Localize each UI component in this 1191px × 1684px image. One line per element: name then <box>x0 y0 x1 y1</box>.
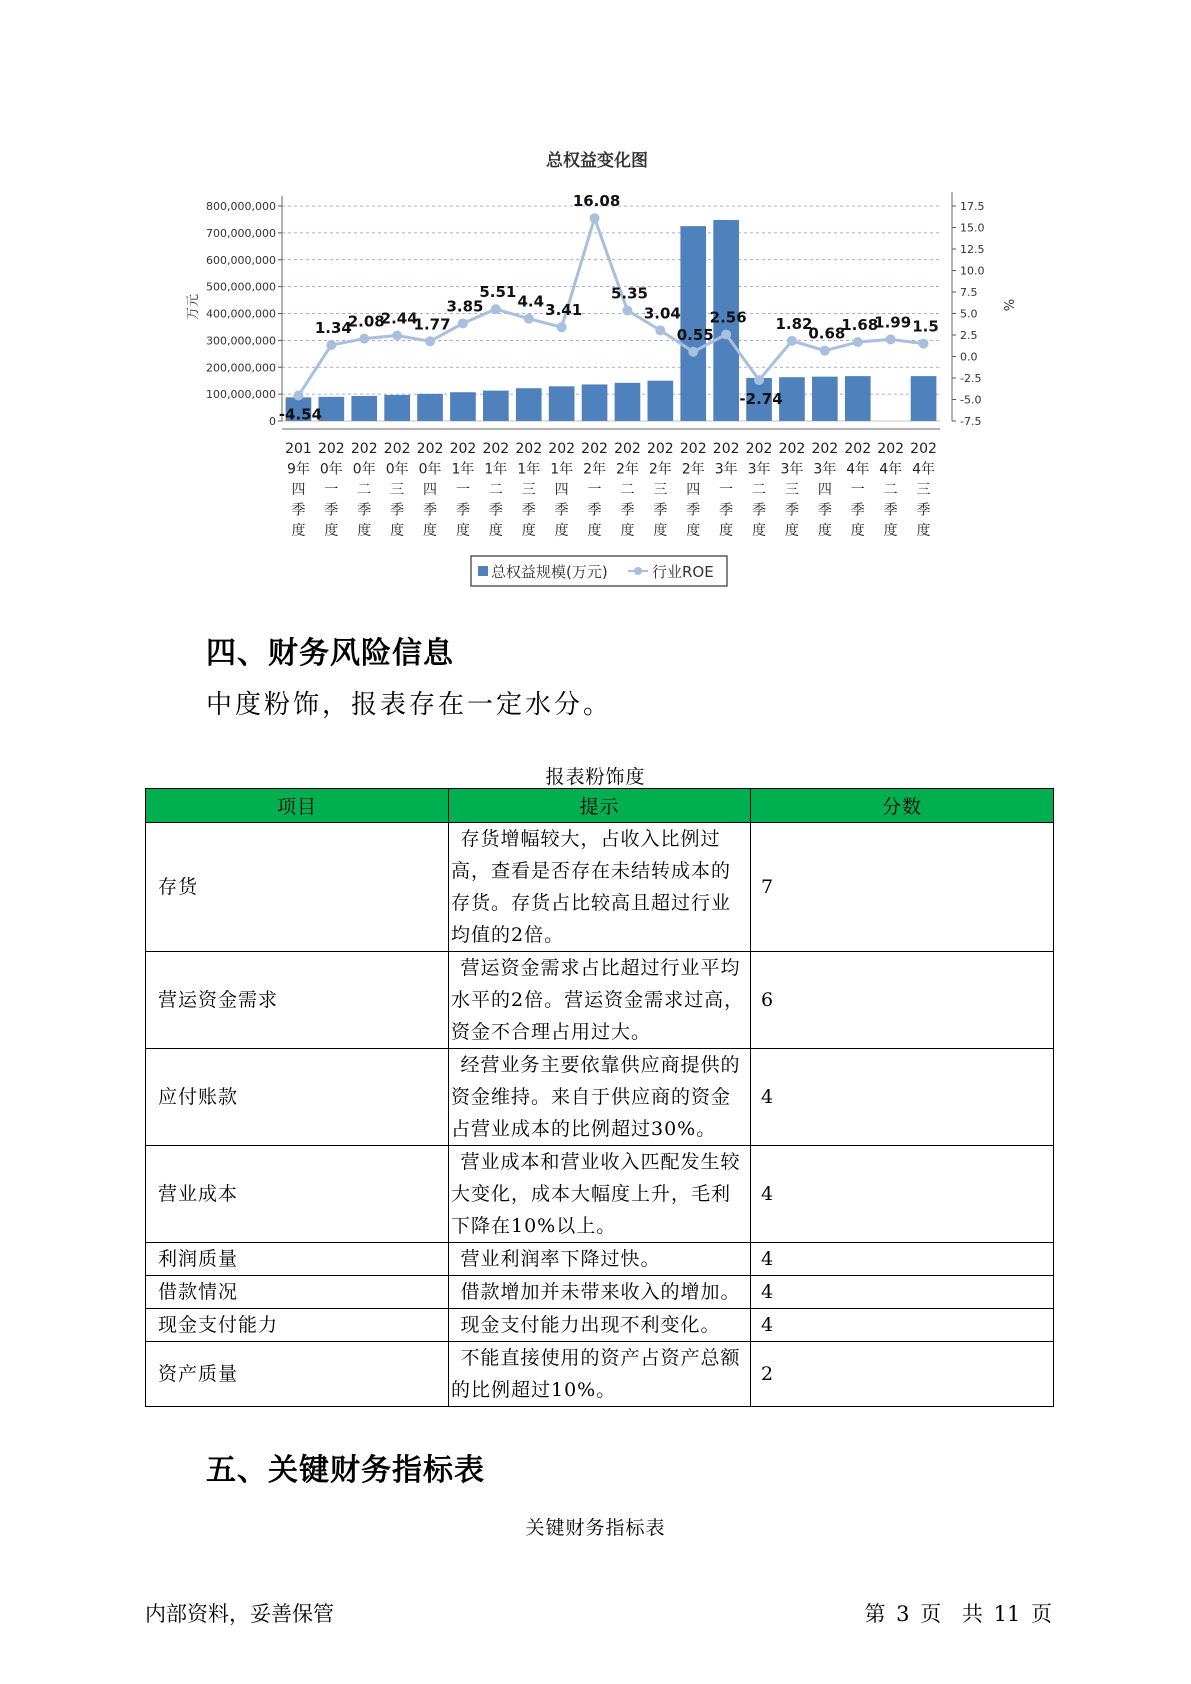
roe-point <box>721 329 731 339</box>
x-tick-line: 202 <box>910 441 937 457</box>
x-tick-line: 四 <box>291 482 306 498</box>
row-item: 营运资金需求 <box>146 952 449 1049</box>
row-hint: 不能直接使用的资产占资产总额的比例超过10%。 <box>449 1342 751 1407</box>
roe-point <box>491 304 501 314</box>
left-tick-label: 600,000,000 <box>206 253 276 267</box>
bar <box>549 386 575 421</box>
roe-line <box>298 218 923 395</box>
x-tick-line: 四 <box>686 482 701 498</box>
x-tick-line: 1年 <box>550 461 574 478</box>
x-tick-line: 度 <box>883 523 898 539</box>
row-item: 借款情况 <box>146 1276 449 1309</box>
x-tick-line: 1年 <box>451 461 475 478</box>
roe-data-label: 2.44 <box>380 309 418 328</box>
x-tick-line: 季 <box>357 502 372 519</box>
x-tick-line: 度 <box>423 523 438 539</box>
table-row <box>146 1243 1054 1276</box>
right-tick-label: 12.5 <box>960 243 985 256</box>
row-hint: 现金支付能力出现不利变化。 <box>449 1309 751 1342</box>
x-tick-line: 一 <box>850 482 865 498</box>
x-tick-line: 四 <box>554 482 569 498</box>
x-tick-line: 季 <box>488 502 503 519</box>
row-hint: 营业利润率下降过快。 <box>449 1243 751 1276</box>
table-row <box>146 823 1054 952</box>
row-score: 4 <box>751 1309 1054 1342</box>
row-hint: 借款增加并未带来收入的增加。 <box>449 1276 751 1309</box>
roe-data-label: 1.34 <box>314 318 352 337</box>
bar <box>911 376 937 421</box>
roe-point <box>820 346 830 356</box>
roe-data-label: 1.77 <box>413 315 451 334</box>
x-tick-line: 三 <box>390 482 405 498</box>
kpi-section-heading: 五、关键财务指标表 <box>206 1453 485 1488</box>
row-hint: 营业成本和营业收入匹配发生较大变化，成本大幅度上升，毛利下降在10%以上。 <box>449 1146 751 1243</box>
roe-point <box>787 336 797 346</box>
x-tick-label <box>877 441 904 539</box>
x-tick-label <box>351 441 378 539</box>
legend-bar-swatch <box>478 566 488 576</box>
row-score: 2 <box>751 1342 1054 1407</box>
x-tick-label <box>515 441 542 539</box>
x-tick-line: 度 <box>817 523 832 539</box>
x-tick-line: 度 <box>752 523 767 539</box>
x-tick-line: 1年 <box>517 461 541 478</box>
x-tick-line: 202 <box>679 441 707 457</box>
x-tick-line: 一 <box>719 482 734 498</box>
x-tick-line: 度 <box>784 523 799 539</box>
x-tick-line: 度 <box>291 523 306 539</box>
right-tick-label: 17.5 <box>960 200 985 213</box>
x-tick-line: 3年 <box>813 461 837 478</box>
x-tick-line: 季 <box>423 502 438 519</box>
risk-table-caption: 报表粉饰度 <box>545 766 646 788</box>
kpi-table-caption: 关键财务指标表 <box>525 1517 666 1539</box>
x-tick-label <box>581 441 608 539</box>
x-axis-tick-labels <box>285 441 937 539</box>
roe-point <box>655 325 665 335</box>
roe-point <box>359 334 369 344</box>
x-tick-line: 202 <box>317 441 345 457</box>
bar <box>845 376 871 421</box>
right-tick-label: -7.5 <box>960 415 982 428</box>
roe-point <box>590 213 600 223</box>
bar <box>483 391 509 421</box>
x-tick-line: 季 <box>554 502 569 519</box>
x-tick-line: 3年 <box>714 461 738 478</box>
left-axis-label: 万元 <box>186 293 201 321</box>
row-score: 4 <box>751 1146 1054 1243</box>
roe-data-label: 4.4 <box>517 292 545 311</box>
x-tick-label <box>779 441 806 539</box>
x-tick-line: 季 <box>752 502 767 519</box>
header-item: 项目 <box>146 789 449 823</box>
x-tick-line: 季 <box>620 502 635 519</box>
x-tick-label <box>680 441 707 539</box>
x-tick-label <box>548 441 575 539</box>
right-tick-label: -2.5 <box>960 372 982 385</box>
table-row <box>146 1049 1054 1146</box>
x-tick-line: 0年 <box>418 461 442 478</box>
row-item: 资产质量 <box>146 1342 449 1407</box>
table-row <box>146 1309 1054 1342</box>
x-tick-label <box>384 441 411 539</box>
x-tick-line: 季 <box>521 502 536 519</box>
page-prefix: 第 <box>864 1602 886 1626</box>
roe-point <box>886 334 896 344</box>
x-tick-label <box>844 441 871 539</box>
row-hint: 营运资金需求占比超过行业平均水平的2倍。营运资金需求过高，资金不合理占用过大。 <box>449 952 751 1049</box>
right-tick-label: 10.0 <box>960 264 985 278</box>
bar <box>779 377 805 421</box>
x-tick-line: 0年 <box>352 461 376 478</box>
footer-page-info <box>860 1598 1052 1628</box>
row-score: 6 <box>751 952 1054 1049</box>
legend-bar-label: 总权益规模(万元) <box>491 563 608 581</box>
x-tick-label <box>746 441 773 539</box>
risk-table-header <box>146 789 1054 823</box>
x-tick-line: 度 <box>719 523 734 539</box>
x-tick-line: 202 <box>811 441 839 457</box>
bar <box>516 388 542 421</box>
roe-data-label: 1.5 <box>912 317 939 336</box>
roe-data-label: 0.55 <box>676 325 714 344</box>
x-tick-line: 度 <box>850 523 865 539</box>
row-item: 营业成本 <box>146 1146 449 1243</box>
x-tick-line: 202 <box>877 441 905 457</box>
x-tick-line: 季 <box>686 502 701 519</box>
roe-point <box>919 339 929 349</box>
x-tick-line: 度 <box>686 523 701 539</box>
x-tick-line: 202 <box>548 441 576 457</box>
x-tick-label <box>482 441 509 539</box>
roe-data-label: 3.04 <box>643 304 681 323</box>
right-tick-label: 15.0 <box>960 221 985 235</box>
right-axis-label: % <box>1000 298 1015 312</box>
x-tick-line: 0年 <box>319 461 343 478</box>
roe-point <box>524 314 534 324</box>
row-item: 现金支付能力 <box>146 1309 449 1342</box>
header-score: 分数 <box>751 789 1054 823</box>
left-tick-label: 400,000,000 <box>206 307 276 321</box>
total-prefix: 共 <box>961 1602 983 1626</box>
table-row <box>146 1342 1054 1407</box>
x-tick-line: 202 <box>745 441 773 457</box>
roe-point <box>326 340 336 350</box>
roe-data-label: 2.08 <box>347 312 385 331</box>
roe-data-label: 1.99 <box>874 313 912 332</box>
x-tick-line: 季 <box>916 502 931 519</box>
x-tick-line: 季 <box>817 502 832 519</box>
row-hint: 存货增幅较大，占收入比例过高，查看是否存在未结转成本的存货。存货占比较高且超过行业均值的2倍。 <box>449 823 751 952</box>
x-tick-line: 一 <box>324 482 339 498</box>
x-tick-label <box>614 441 641 539</box>
x-tick-line: 202 <box>712 441 740 457</box>
total-suffix: 页 <box>1031 1602 1052 1626</box>
x-tick-label <box>285 441 312 539</box>
x-tick-label <box>450 441 477 539</box>
roe-point <box>688 347 698 357</box>
bar <box>615 383 641 421</box>
total-number: 11 <box>993 1602 1021 1626</box>
roe-data-labels <box>279 192 939 423</box>
page-number: 3 <box>896 1602 910 1626</box>
x-tick-line: 202 <box>646 441 674 457</box>
x-tick-line: 202 <box>449 441 477 457</box>
x-tick-line: 4年 <box>879 461 903 478</box>
x-tick-line: 0年 <box>385 461 409 478</box>
roe-point <box>458 318 468 328</box>
left-tick-label: 200,000,000 <box>206 361 276 375</box>
x-tick-line: 202 <box>614 441 641 457</box>
right-tick-label: 5.0 <box>960 307 978 321</box>
bar <box>680 226 706 421</box>
bar <box>450 392 476 421</box>
x-tick-label <box>318 441 345 539</box>
chart-title: 总权益变化图 <box>546 151 648 171</box>
x-tick-label <box>713 441 740 539</box>
x-tick-line: 度 <box>521 523 536 539</box>
bar <box>351 396 377 421</box>
roe-data-label: 3.41 <box>545 301 583 320</box>
page-suffix: 页 <box>920 1602 942 1626</box>
row-score: 4 <box>751 1276 1054 1309</box>
x-tick-line: 2年 <box>648 461 672 478</box>
x-tick-line: 4年 <box>846 461 870 478</box>
x-tick-line: 季 <box>883 502 898 519</box>
roe-data-label: 1.68 <box>841 316 879 335</box>
x-tick-line: 3年 <box>780 461 804 478</box>
x-tick-label <box>417 441 444 539</box>
x-tick-label <box>647 441 674 539</box>
bar <box>319 397 345 421</box>
left-tick-label: 100,000,000 <box>206 388 276 402</box>
row-score: 4 <box>751 1049 1054 1146</box>
x-tick-line: 2年 <box>583 461 607 478</box>
x-tick-line: 季 <box>784 502 799 519</box>
roe-point <box>622 305 632 315</box>
risk-section-heading: 四、财务风险信息 <box>206 636 454 671</box>
x-tick-line: 三 <box>916 482 931 498</box>
x-tick-line: 202 <box>581 441 608 457</box>
risk-table <box>145 788 1054 1407</box>
x-tick-line: 度 <box>916 523 931 539</box>
x-tick-line: 1年 <box>484 461 508 478</box>
x-tick-line: 四 <box>423 482 438 498</box>
x-tick-line: 度 <box>455 523 470 539</box>
roe-point <box>293 391 303 401</box>
x-tick-line: 四 <box>817 482 832 498</box>
roe-data-label: 5.35 <box>610 284 648 303</box>
roe-data-label: 16.08 <box>572 192 621 211</box>
x-tick-line: 2年 <box>615 461 639 478</box>
x-tick-line: 202 <box>350 441 378 457</box>
x-tick-line: 季 <box>719 502 734 519</box>
roe-data-label: 1.82 <box>775 314 813 333</box>
x-tick-line: 度 <box>324 523 339 539</box>
roe-data-label: -4.54 <box>278 405 323 424</box>
left-tick-label: 300,000,000 <box>206 334 276 348</box>
chart-legend <box>471 556 727 586</box>
x-tick-line: 度 <box>488 523 503 539</box>
row-item: 存货 <box>146 823 449 952</box>
x-tick-line: 202 <box>383 441 411 457</box>
legend-line-label: 行业ROE <box>652 563 714 581</box>
x-tick-line: 二 <box>620 482 635 498</box>
x-tick-line: 202 <box>515 441 543 457</box>
equity-chart <box>0 0 1191 600</box>
x-tick-line: 季 <box>390 502 405 519</box>
x-tick-line: 202 <box>482 441 510 457</box>
right-tick-label: 7.5 <box>960 286 978 299</box>
row-hint: 经营业务主要依靠供应商提供的资金维持。来自于供应商的资金占营业成本的比例超过30%。 <box>449 1049 751 1146</box>
roe-point <box>754 375 764 385</box>
roe-line-series <box>293 213 928 400</box>
table-row <box>146 952 1054 1049</box>
x-tick-line: 三 <box>784 482 799 498</box>
right-tick-label: 0.0 <box>960 350 978 364</box>
left-tick-label: 700,000,000 <box>206 226 276 240</box>
x-tick-line: 3年 <box>747 461 771 478</box>
roe-point <box>557 322 567 332</box>
table-row <box>146 1146 1054 1243</box>
x-tick-line: 4年 <box>912 461 936 478</box>
x-tick-line: 二 <box>752 482 767 498</box>
left-tick-label: 500,000,000 <box>206 280 276 294</box>
x-tick-line: 2年 <box>681 461 705 478</box>
legend-line-marker <box>634 567 642 575</box>
x-tick-line: 度 <box>587 523 602 539</box>
x-tick-line: 度 <box>357 523 372 539</box>
x-tick-line: 季 <box>291 502 306 519</box>
row-item: 利润质量 <box>146 1243 449 1276</box>
x-tick-label <box>910 441 937 539</box>
risk-summary: 中度粉饰，报表存在一定水分。 <box>206 690 613 720</box>
row-score: 4 <box>751 1243 1054 1276</box>
x-tick-line: 季 <box>653 502 668 519</box>
roe-point <box>853 337 863 347</box>
x-tick-line: 二 <box>488 482 503 498</box>
row-score: 7 <box>751 823 1054 952</box>
roe-data-label: 5.51 <box>479 283 517 302</box>
x-tick-line: 一 <box>455 482 470 498</box>
table-row <box>146 1276 1054 1309</box>
x-tick-line: 9年 <box>286 461 310 478</box>
x-tick-line: 季 <box>324 502 339 519</box>
bar <box>582 384 608 421</box>
roe-data-label: -2.74 <box>739 390 783 409</box>
left-tick-label: 800,000,000 <box>206 200 276 213</box>
x-tick-line: 202 <box>844 441 872 457</box>
left-tick-label: 0 <box>269 415 276 428</box>
x-tick-line: 季 <box>455 502 470 519</box>
x-tick-line: 三 <box>653 482 668 498</box>
bar <box>648 381 674 421</box>
x-tick-line: 度 <box>554 523 569 539</box>
x-tick-line: 季 <box>850 502 865 519</box>
x-tick-line: 二 <box>883 482 898 498</box>
x-tick-line: 度 <box>390 523 405 539</box>
right-tick-label: 2.5 <box>960 329 978 342</box>
x-tick-line: 度 <box>620 523 635 539</box>
x-tick-line: 201 <box>285 441 312 457</box>
x-tick-line: 一 <box>587 482 602 498</box>
bar <box>812 377 838 421</box>
bar <box>417 394 443 421</box>
roe-data-label: 2.56 <box>709 308 747 327</box>
roe-data-label: 0.68 <box>808 324 846 343</box>
x-tick-label <box>811 441 838 539</box>
x-tick-line: 三 <box>521 482 536 498</box>
x-tick-line: 季 <box>587 502 602 519</box>
x-tick-line: 202 <box>778 441 806 457</box>
header-hint: 提示 <box>449 789 751 823</box>
right-tick-label: -5.0 <box>960 393 982 407</box>
roe-data-label: 3.85 <box>446 297 484 316</box>
row-item: 应付账款 <box>146 1049 449 1146</box>
bar <box>384 395 410 421</box>
x-tick-line: 202 <box>416 441 444 457</box>
x-tick-line: 度 <box>653 523 668 539</box>
footer-confidential: 内部资料，妥善保管 <box>145 1602 334 1626</box>
x-tick-line: 二 <box>357 482 372 498</box>
roe-point <box>392 331 402 341</box>
roe-point <box>425 336 435 346</box>
